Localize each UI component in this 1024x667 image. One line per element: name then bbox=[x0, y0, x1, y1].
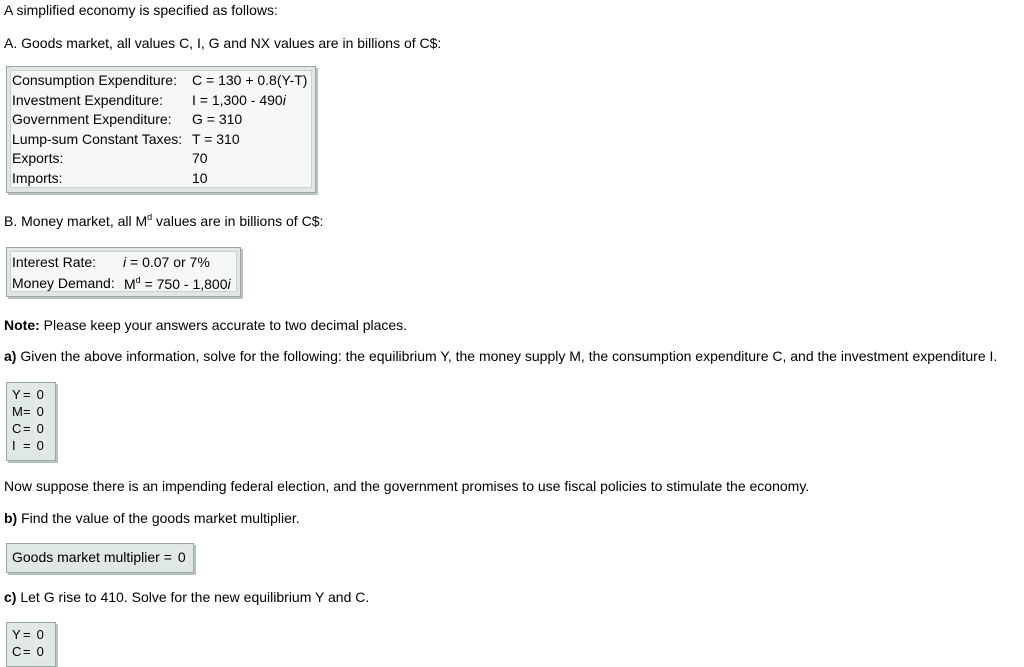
part-b-heading-post: values are in billions of C$: bbox=[152, 213, 324, 229]
goods-row-value bbox=[192, 92, 286, 108]
goods-row-value bbox=[192, 170, 208, 186]
answer-var-name: I bbox=[12, 438, 16, 453]
goods-row-value bbox=[192, 111, 242, 127]
part-b-heading-sup: d bbox=[147, 212, 153, 222]
question-b-text: Find the value of the goods market multiplier. bbox=[17, 510, 300, 526]
goods-row-label: Lump-sum Constant Taxes: bbox=[12, 130, 183, 147]
answer-var-name: C bbox=[12, 421, 22, 436]
multiplier-row bbox=[12, 549, 188, 565]
question-b bbox=[4, 510, 300, 526]
part-b-heading bbox=[4, 213, 323, 229]
question-a-text: Given the above information, solve for the following: the equilibrium Y, the money supply M, the consumption expenditure C, and the investment expenditure I. bbox=[16, 348, 998, 364]
answer-row: M= 0 bbox=[12, 404, 46, 419]
multiplier-input[interactable]: 0 bbox=[176, 549, 188, 565]
question-c bbox=[4, 589, 369, 605]
answer-input[interactable]: 0 bbox=[34, 438, 46, 453]
money-demand-eq: = 750 - 1,800 bbox=[140, 276, 228, 292]
intro-text: A simplified economy is specified as follows: bbox=[4, 2, 278, 18]
goods-row-value bbox=[192, 72, 307, 88]
money-demand-M: M bbox=[124, 276, 136, 292]
note-text bbox=[4, 317, 407, 333]
question-a bbox=[4, 348, 997, 364]
goods-row-value-text: T = 310 bbox=[192, 130, 240, 147]
interest-value-text: = 0.07 or 7% bbox=[126, 254, 210, 270]
interest-var: i bbox=[123, 254, 127, 270]
interest-rate-label: Interest Rate: bbox=[12, 254, 97, 270]
answer-row: Y = 0 bbox=[12, 387, 46, 402]
question-a-bold: a) bbox=[4, 348, 17, 364]
answer-input[interactable]: 0 bbox=[34, 387, 46, 402]
goods-row-value-text: G = 310 bbox=[192, 111, 243, 128]
answer-input[interactable]: 0 bbox=[34, 644, 46, 659]
goods-row-value bbox=[192, 131, 240, 147]
goods-row-label: Imports: bbox=[12, 170, 63, 186]
money-demand-value bbox=[124, 276, 231, 292]
answer-var-name: M bbox=[12, 404, 23, 419]
goods-row-label: Investment Expenditure: bbox=[12, 91, 163, 108]
goods-row-value-text: 70 bbox=[192, 150, 208, 167]
goods-row-label: Government Expenditure: bbox=[12, 111, 172, 128]
goods-row-value-text: 10 bbox=[192, 170, 208, 186]
transition-text: Now suppose there is an impending federal election, and the government promises to use fiscal policies to stimulate the economy. bbox=[4, 478, 810, 494]
goods-row-value-text: I = 1,300 - 490 bbox=[192, 91, 283, 108]
goods-row-value bbox=[192, 150, 208, 166]
answer-input[interactable]: 0 bbox=[34, 421, 46, 436]
answer-var-name: Y bbox=[12, 627, 21, 642]
question-c-text: Let G rise to 410. Solve for the new equilibrium Y and C. bbox=[16, 589, 370, 605]
question-b-bold: b) bbox=[4, 510, 18, 526]
question-c-bold: c) bbox=[4, 589, 17, 605]
part-a-heading: A. Goods market, all values C, I, G and NX values are in billions of C$: bbox=[4, 35, 442, 51]
multiplier-label: Goods market multiplier = bbox=[12, 549, 172, 565]
money-demand-var: i bbox=[227, 276, 231, 292]
answer-var-name: Y bbox=[12, 387, 21, 402]
answer-input[interactable]: 0 bbox=[34, 627, 46, 642]
answer-var-name: C bbox=[12, 644, 22, 659]
goods-row-label: Consumption Expenditure: bbox=[12, 72, 177, 88]
answer-input[interactable]: 0 bbox=[34, 404, 46, 419]
note-body: Please keep your answers accurate to two decimal places. bbox=[39, 317, 408, 333]
money-demand-sup: d bbox=[135, 275, 141, 285]
goods-row-label: Exports: bbox=[12, 150, 64, 167]
answer-row: C = 0 bbox=[12, 644, 46, 659]
answer-row: Y = 0 bbox=[12, 627, 46, 642]
goods-row-value-text: C = 130 + 0.8(Y-T) bbox=[192, 72, 308, 88]
answer-row: I = 0 bbox=[12, 438, 46, 453]
goods-row-var: i bbox=[282, 91, 286, 108]
part-b-heading-pre: B. Money market, all M bbox=[4, 213, 148, 229]
interest-rate-value bbox=[123, 254, 210, 270]
money-demand-label: Money Demand: bbox=[12, 275, 115, 291]
answer-row: C = 0 bbox=[12, 421, 46, 436]
note-bold: Note: bbox=[4, 317, 40, 333]
